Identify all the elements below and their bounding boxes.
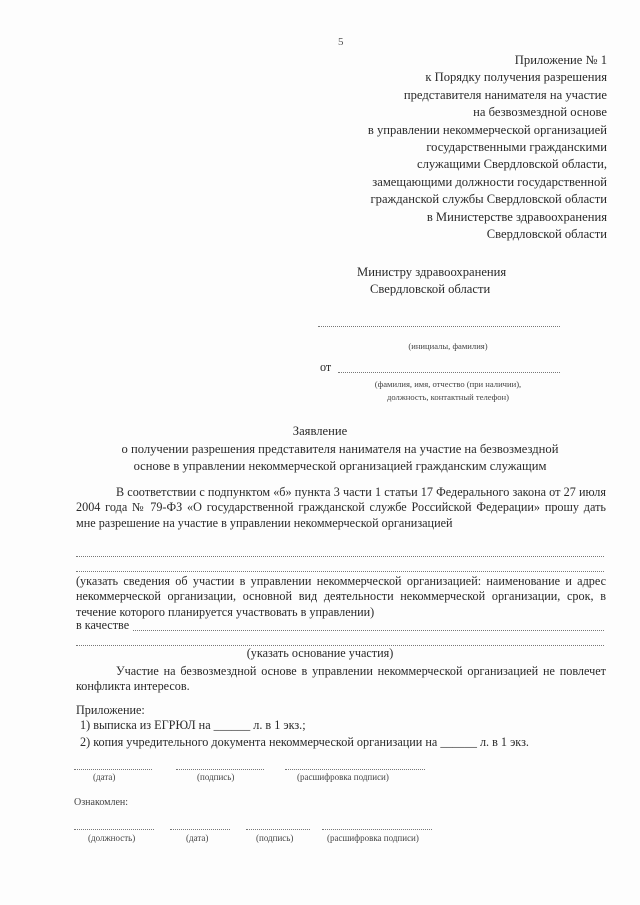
ack-signature-field-line[interactable] — [246, 829, 310, 830]
from-field-line[interactable] — [338, 372, 560, 373]
position-caption: (должность) — [88, 833, 136, 843]
details-field-line[interactable] — [76, 556, 604, 557]
appendix-line: гражданской службы Свердловской области — [370, 192, 607, 207]
appendix-line: на безвозмездной основе — [473, 105, 607, 120]
conflict-paragraph — [76, 664, 606, 695]
signature-caption: (подпись) — [197, 772, 235, 782]
details-caption: (указать сведения об участии в управлении некоммерческой организацией: наименование и адрес некоммерческой организации, основной вид деятельности некоммерческой организации, срок, в течение которого планируется участвовать в управлении) — [76, 574, 606, 619]
position-field-line[interactable] — [74, 829, 154, 830]
capacity-field-line[interactable] — [133, 630, 604, 631]
attachment-item: 2) копия учредительного документа некоммерческой организации на ______ л. в 1 экз. — [80, 735, 529, 749]
signature-field-line[interactable] — [176, 769, 264, 770]
appendix-line: представителя нанимателя на участие — [403, 87, 607, 102]
request-paragraph — [76, 485, 606, 531]
initials-caption: (инициалы, фамилия) — [408, 341, 488, 351]
appendix-line: Свердловской области — [486, 227, 607, 242]
addressee-line: Министру здравоохранения — [357, 265, 507, 279]
from-label: от — [320, 360, 332, 374]
statement-subtitle — [60, 441, 620, 474]
addressee-block — [357, 264, 506, 299]
decode-caption: (расшифровка подписи) — [297, 772, 389, 782]
basis-caption: (указать основание участия) — [246, 646, 394, 660]
ack-decode-field-line[interactable] — [322, 829, 432, 830]
attachment-item: 1) выписка из ЕГРЮЛ на ______ л. в 1 экз.; — [80, 718, 306, 732]
statement-subtitle-line: основе в управлении некоммерческой организацией гражданским служащим — [133, 458, 547, 473]
appendix-header — [287, 52, 607, 243]
conflict-text: Участие на безвозмездной основе в управлении некоммерческой организацией не повлечет конфликта интересов. — [76, 664, 606, 694]
appendix-line: замещающими должности государственной — [372, 174, 607, 189]
decode-field-line[interactable] — [285, 769, 425, 770]
date-caption: (дата) — [93, 772, 116, 782]
attachments-heading: Приложение: — [76, 703, 145, 717]
statement-subtitle-line: о получении разрешения представителя нанимателя на участие на безвозмездной — [121, 442, 559, 456]
appendix-line: в Министерстве здравоохранения — [426, 209, 607, 224]
appendix-line: служащими Свердловской области, — [417, 157, 607, 172]
appendix-line: к Порядку получения разрешения — [425, 70, 607, 85]
appendix-line: в управлении некоммерческой организацией — [367, 122, 607, 137]
ack-date-caption: (дата) — [186, 833, 209, 843]
ack-decode-caption: (расшифровка подписи) — [327, 833, 419, 843]
from-caption: должность, контактный телефон) — [386, 392, 510, 402]
page-number: 5 — [338, 36, 344, 48]
appendix-line: государственными гражданскими — [426, 140, 607, 155]
addressee-line: Свердловской области — [370, 282, 491, 297]
initials-field-line[interactable] — [318, 326, 560, 327]
request-text: В соответствии с подпунктом «б» пункта 3 части 1 статьи 17 Федерального закона от 27 июля 2004 года № 79-ФЗ «О государственной гражданской службе Российской Федерации» прошу дать мне разрешение на участие в управлении некоммерческой организацией — [76, 485, 606, 530]
appendix-line: Приложение № 1 — [514, 53, 607, 67]
details-field-line[interactable] — [76, 571, 604, 572]
date-field-line[interactable] — [74, 769, 152, 770]
from-caption: (фамилия, имя, отчество (при наличии), — [374, 379, 522, 389]
statement-title: Заявление — [292, 424, 348, 438]
ack-date-field-line[interactable] — [170, 829, 230, 830]
capacity-label: в качестве — [76, 618, 130, 632]
acknowledged-label: Ознакомлен: — [74, 797, 129, 808]
ack-signature-caption: (подпись) — [256, 833, 294, 843]
